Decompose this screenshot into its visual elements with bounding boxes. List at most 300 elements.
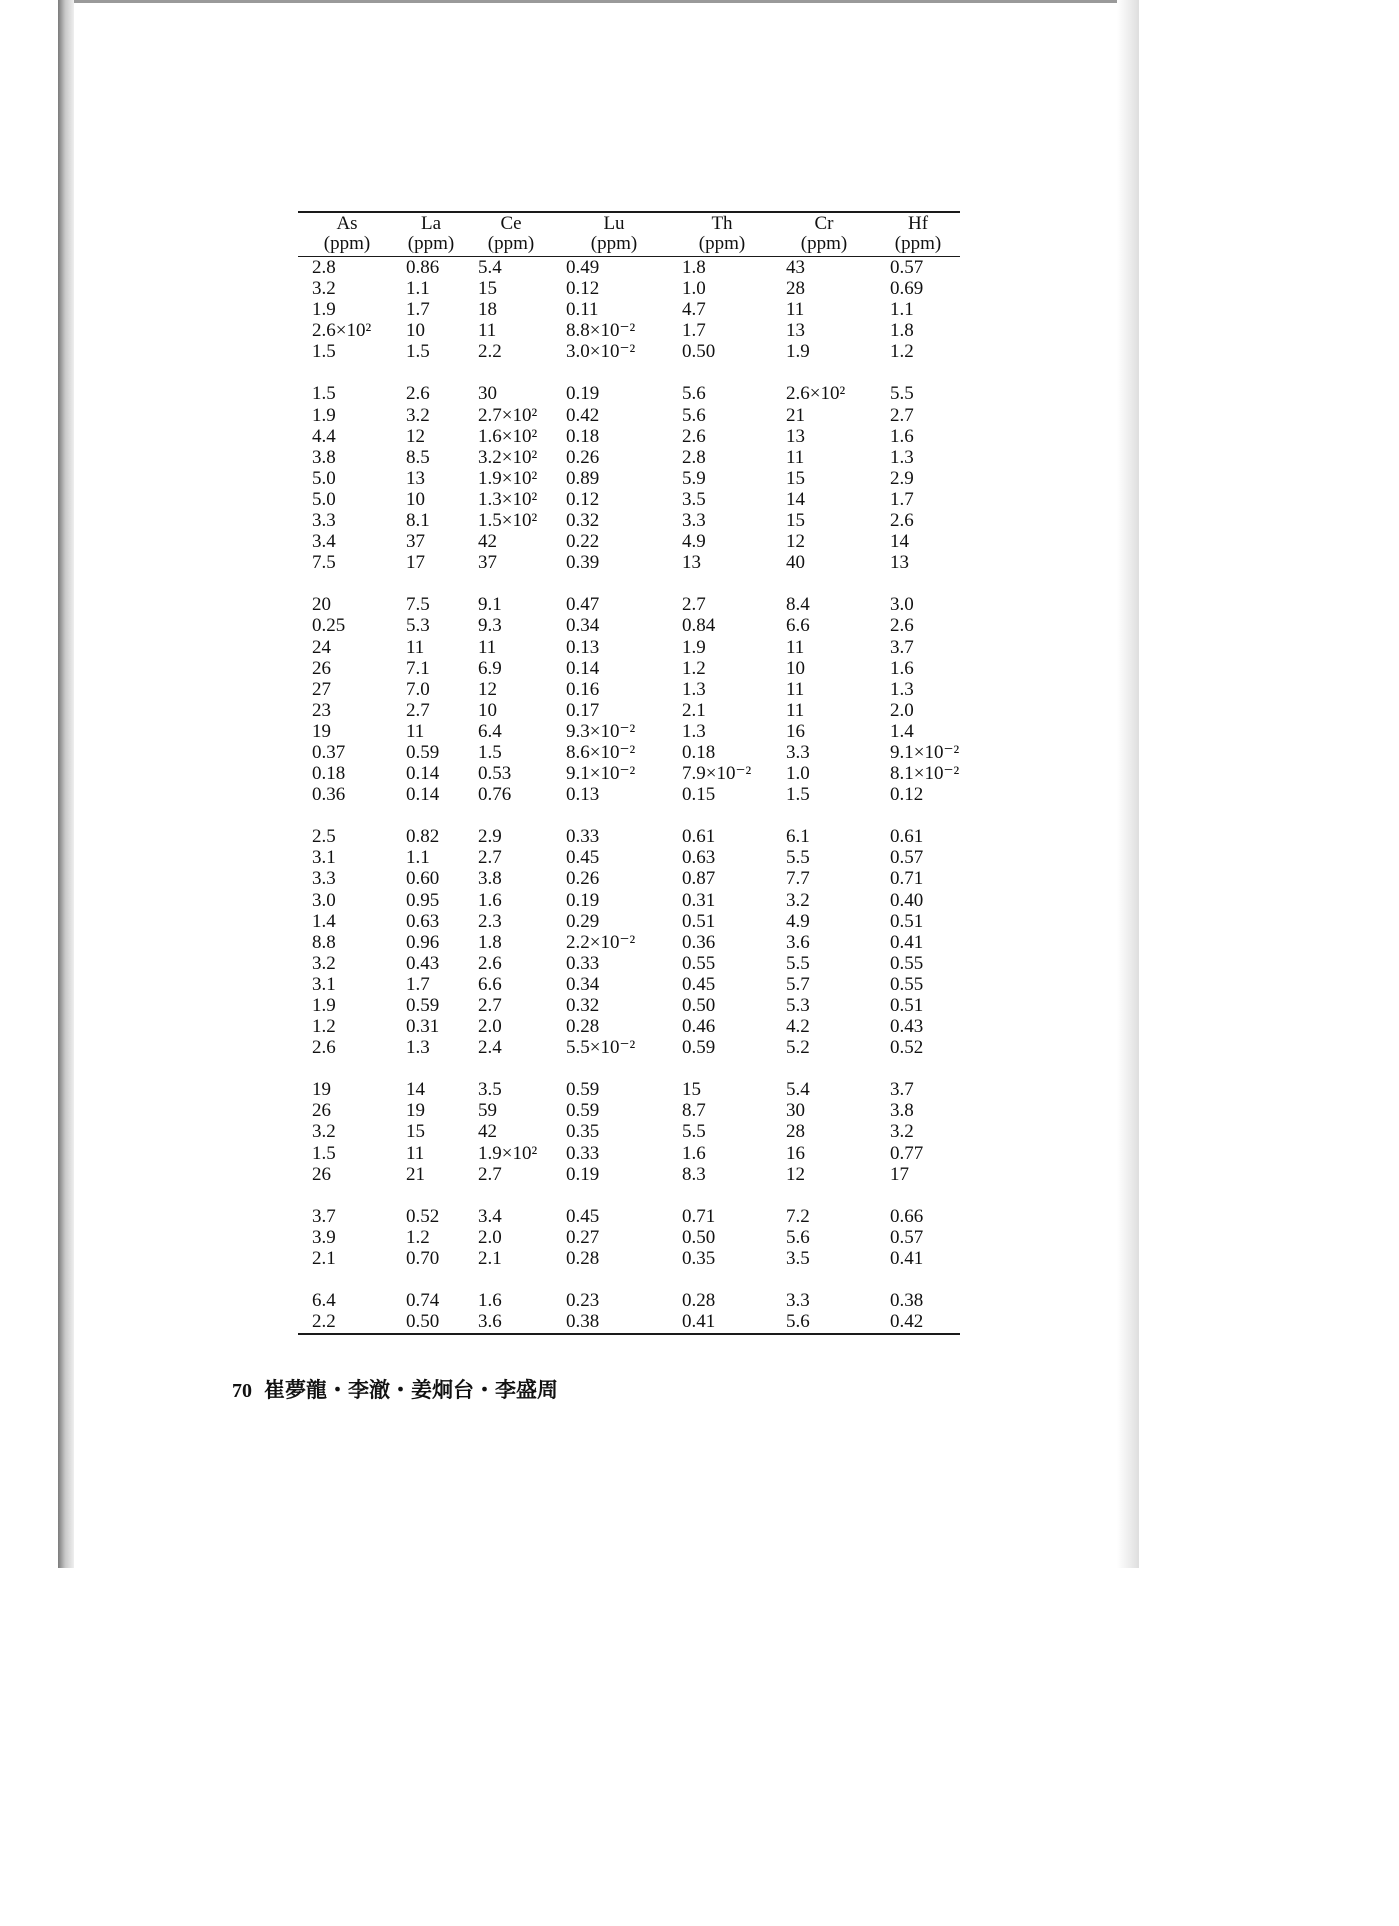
table-row [298,489,960,510]
table-row [298,510,960,531]
table-cell: 4.9 [786,910,810,932]
table-cell: 3.2 [406,404,430,426]
table-cell: 0.71 [890,868,924,890]
table-cell: 5.5 [786,847,810,869]
table-cell: 5.0 [312,467,336,489]
table-cell: 1.1 [406,847,430,869]
table-cell: 0.16 [566,678,600,700]
table-row [298,1248,960,1269]
table-cell: 10 [478,699,497,721]
table-row [298,1079,960,1100]
table-cell: 13 [786,425,805,447]
table-cell: 6.6 [786,615,810,637]
table-cell: 40 [786,552,805,574]
table-cell: 13 [890,552,909,574]
column-header-unit: (ppm) [698,233,746,254]
table-cell: 3.3 [786,1290,810,1312]
table-cell: 2.7 [890,404,914,426]
table-cell: 26 [312,1163,331,1185]
table-row [298,721,960,742]
table-cell: 4.4 [312,425,336,447]
table-cell: 1.5 [786,784,810,806]
table-cell: 7.0 [406,678,430,700]
table-cell: 0.45 [566,847,600,869]
table-cell: 2.3 [478,910,502,932]
table-row [298,1037,960,1058]
table-cell: 13 [406,467,425,489]
table-cell: 3.8 [312,446,336,468]
table-cell: 3.3 [682,510,706,532]
table-row [298,299,960,320]
table-cell: 0.96 [406,931,440,953]
table-cell: 11 [478,320,497,342]
table-cell: 15 [786,467,805,489]
table-cell: 0.59 [566,1100,600,1122]
table-cell: 1.6 [478,889,502,911]
table-row [298,974,960,995]
table-cell: 6.6 [478,973,502,995]
group-spacer [298,805,960,826]
table-cell: 23 [312,699,331,721]
table-cell: 1.5 [312,383,336,405]
table-cell: 15 [682,1079,701,1101]
table-cell: 12 [786,531,805,553]
table-cell: 3.0 [312,889,336,911]
table-cell: 5.6 [682,383,706,405]
table-cell: 1.3 [890,678,914,700]
table-cell: 8.3 [682,1163,706,1185]
table-cell: 0.50 [682,1226,716,1248]
table-cell: 1.2 [406,1226,430,1248]
column-header-name: Lu [603,213,625,234]
table-cell: 0.38 [890,1290,924,1312]
table-cell: 0.19 [566,1163,600,1185]
table-cell: 0.51 [890,995,924,1016]
table-row [298,784,960,805]
page-footer [232,1374,558,1404]
table-cell: 0.60 [406,868,440,890]
table-cell: 0.12 [566,488,600,510]
table-cell: 0.63 [406,910,440,932]
table-cell: 0.43 [406,952,440,974]
table-cell: 8.8 [312,931,336,953]
table-cell: 0.34 [566,973,600,995]
table-row [298,1016,960,1037]
table-cell: 11 [478,636,497,658]
table-cell: 2.7 [478,995,502,1016]
table-cell: 2.2 [312,1311,336,1333]
table-cell: 1.7 [682,320,706,342]
table-cell: 2.4 [478,1037,502,1059]
table-cell: 1.7 [406,973,430,995]
table-cell: 3.2 [312,1121,336,1143]
page-edge-right [1117,0,1139,1568]
table-cell: 0.59 [406,995,440,1016]
table-cell: 9.3×10⁻² [566,720,636,742]
table-bottom-rule [298,1333,960,1335]
table-cell: 5.6 [786,1311,810,1333]
table-cell: 3.5 [478,1079,502,1101]
table-cell: 1.2 [312,1016,336,1038]
table-cell: 1.9 [682,636,706,658]
table-cell: 43 [786,257,805,278]
table-cell: 0.13 [566,636,600,658]
column-header-unit: (ppm) [800,233,848,254]
table-cell: 0.57 [890,257,924,278]
table-cell: 6.9 [478,657,502,679]
table-cell: 15 [406,1121,425,1143]
table-cell: 14 [406,1079,425,1101]
table-row [298,615,960,636]
page-edge-left [58,0,74,1568]
table-cell: 2.7 [406,699,430,721]
table-cell: 11 [406,1142,425,1164]
table-row [298,447,960,468]
table-cell: 17 [406,552,425,574]
table-cell: 0.43 [890,1016,924,1038]
table-cell: 12 [786,1163,805,1185]
column-header-unit: (ppm) [407,233,455,254]
table-cell: 1.6 [890,657,914,679]
table-cell: 0.39 [566,552,600,574]
table-cell: 5.7 [786,973,810,995]
table-cell: 42 [478,531,497,553]
table-cell: 12 [406,425,425,447]
table-cell: 0.22 [566,531,600,553]
table-row [298,552,960,573]
table-cell: 3.2 [312,278,336,300]
column-header-unit: (ppm) [894,233,942,254]
table-cell: 0.71 [682,1205,716,1227]
table-row [298,742,960,763]
author-names: 崔夢龍・李澈・姜炯台・李盛周 [264,1378,558,1402]
table-row [298,468,960,489]
table-cell: 0.55 [890,973,924,995]
table-cell: 2.6 [312,1037,336,1059]
table-cell: 12 [478,678,497,700]
table-cell: 0.19 [566,889,600,911]
table-cell: 10 [406,320,425,342]
table-cell: 1.7 [890,488,914,510]
table-cell: 37 [478,552,497,574]
group-spacer [298,1269,960,1290]
table-cell: 2.6 [890,615,914,637]
table-cell: 1.8 [890,320,914,342]
table-cell: 3.3 [312,868,336,890]
column-header-name: Hf [907,213,929,234]
table-row [298,257,960,278]
table-cell: 3.1 [312,973,336,995]
table-cell: 0.52 [406,1205,440,1227]
table-cell: 1.6 [682,1142,706,1164]
table-cell: 0.63 [682,847,716,869]
table-cell: 19 [406,1100,425,1122]
table-cell: 3.2 [890,1121,914,1143]
table-cell: 1.9 [786,341,810,363]
table-body [298,257,960,1332]
table-cell: 1.3×10² [478,488,538,510]
table-header-units [298,234,960,254]
column-header-name: Th [711,213,733,234]
table-cell: 0.47 [566,594,600,616]
column-header-name: Cr [814,213,834,234]
table-cell: 1.2 [682,657,706,679]
table-cell: 0.46 [682,1016,716,1038]
table-cell: 4.9 [682,531,706,553]
table-cell: 2.6×10² [786,383,846,405]
table-cell: 3.1 [312,847,336,869]
table-cell: 11 [786,699,805,721]
table-cell: 3.9 [312,1226,336,1248]
table-cell: 1.4 [890,720,914,742]
table-cell: 2.0 [890,699,914,721]
table-cell: 1.6 [478,1290,502,1312]
table-cell: 0.66 [890,1205,924,1227]
table-cell: 0.59 [566,1079,600,1101]
table-row [298,868,960,889]
table-row [298,1227,960,1248]
table-cell: 3.0×10⁻² [566,341,636,363]
table-cell: 5.3 [406,615,430,637]
table-cell: 3.6 [786,931,810,953]
table-cell: 8.4 [786,594,810,616]
table-row [298,1121,960,1142]
table-cell: 1.5×10² [478,510,538,532]
table-row [298,890,960,911]
column-header-name: Ce [500,213,522,234]
table-cell: 1.9 [312,299,336,321]
table-cell: 9.1×10⁻² [890,741,960,763]
column-header-name: As [336,213,358,234]
table-row [298,763,960,784]
table-cell: 3.6 [478,1311,502,1333]
table-cell: 3.4 [312,531,336,553]
table-row [298,911,960,932]
table-row [298,953,960,974]
table-cell: 1.7 [406,299,430,321]
table-cell: 1.3 [890,446,914,468]
table-cell: 1.8 [478,931,502,953]
table-cell: 3.8 [890,1100,914,1122]
table-row [298,847,960,868]
table-cell: 3.0 [890,594,914,616]
table-row [298,405,960,426]
table-cell: 0.15 [682,784,716,806]
table-cell: 0.45 [682,973,716,995]
table-cell: 0.50 [406,1311,440,1333]
table-row [298,278,960,299]
column-header-unit: (ppm) [323,233,371,254]
table-cell: 6.4 [478,720,502,742]
table-cell: 0.34 [566,615,600,637]
table-cell: 59 [478,1100,497,1122]
table-cell: 0.55 [890,952,924,974]
table-cell: 0.23 [566,1290,600,1312]
table-cell: 2.7×10² [478,404,538,426]
table-row [298,679,960,700]
table-row [298,594,960,615]
table-cell: 0.33 [566,1142,600,1164]
table-cell: 5.3 [786,995,810,1016]
table-cell: 3.4 [478,1205,502,1227]
table-cell: 0.38 [566,1311,600,1333]
table-cell: 2.1 [312,1247,336,1269]
table-cell: 2.7 [682,594,706,616]
table-cell: 0.33 [566,952,600,974]
table-cell: 3.7 [312,1205,336,1227]
table-cell: 16 [786,1142,805,1164]
table-cell: 0.87 [682,868,716,890]
table-cell: 7.7 [786,868,810,890]
table-cell: 0.32 [566,995,600,1016]
table-cell: 0.41 [890,931,924,953]
table-cell: 27 [312,678,331,700]
group-spacer [298,1185,960,1206]
table-cell: 1.6×10² [478,425,538,447]
element-concentration-table [298,211,960,1335]
table-cell: 1.9×10² [478,1142,538,1164]
table-cell: 0.41 [682,1311,716,1333]
table-cell: 5.5 [786,952,810,974]
table-cell: 3.2 [786,889,810,911]
table-cell: 8.5 [406,446,430,468]
table-cell: 13 [786,320,805,342]
table-row [298,995,960,1016]
table-cell: 1.5 [312,341,336,363]
table-cell: 5.0 [312,488,336,510]
table-cell: 2.9 [478,826,502,848]
table-cell: 21 [786,404,805,426]
table-cell: 5.5×10⁻² [566,1037,636,1059]
table-cell: 11 [786,446,805,468]
table-cell: 1.4 [312,910,336,932]
table-cell: 0.74 [406,1290,440,1312]
table-row [298,320,960,341]
table-cell: 5.5 [890,383,914,405]
group-spacer [298,362,960,383]
table-cell: 0.89 [566,467,600,489]
table-cell: 8.7 [682,1100,706,1122]
table-cell: 0.32 [566,510,600,532]
table-cell: 1.5 [406,341,430,363]
table-cell: 11 [406,720,425,742]
table-cell: 2.6×10² [312,320,372,342]
table-cell: 1.1 [406,278,430,300]
table-cell: 0.42 [890,1311,924,1333]
table-cell: 11 [786,299,805,321]
table-cell: 2.0 [478,1226,502,1248]
table-cell: 7.9×10⁻² [682,763,752,785]
table-cell: 0.12 [566,278,600,300]
table-cell: 30 [786,1100,805,1122]
column-header-name: La [420,213,442,234]
table-cell: 5.5 [682,1121,706,1143]
table-row [298,531,960,552]
table-cell: 0.57 [890,1226,924,1248]
column-header-unit: (ppm) [487,233,535,254]
table-row [298,932,960,953]
table-cell: 0.41 [890,1247,924,1269]
table-cell: 3.7 [890,636,914,658]
table-cell: 0.61 [682,826,716,848]
table-cell: 21 [406,1163,425,1185]
table-cell: 5.6 [786,1226,810,1248]
table-cell: 5.6 [682,404,706,426]
table-cell: 2.5 [312,826,336,848]
table-cell: 0.11 [566,299,599,321]
table-cell: 2.1 [682,699,706,721]
table-cell: 5.9 [682,467,706,489]
table-cell: 13 [682,552,701,574]
table-cell: 0.18 [312,763,346,785]
table-row [298,658,960,679]
table-cell: 11 [786,636,805,658]
table-cell: 0.14 [406,763,440,785]
table-cell: 3.5 [682,488,706,510]
table-cell: 0.13 [566,784,600,806]
table-cell: 2.6 [890,510,914,532]
table-cell: 37 [406,531,425,553]
table-cell: 5.4 [478,257,502,278]
table-row [298,383,960,404]
table-cell: 26 [312,1100,331,1122]
table-cell: 16 [786,720,805,742]
table-cell: 9.1 [478,594,502,616]
table-cell: 2.7 [478,1163,502,1185]
table-row [298,1100,960,1121]
table-cell: 5.4 [786,1079,810,1101]
table-cell: 0.77 [890,1142,924,1164]
table-cell: 2.2 [478,341,502,363]
table-cell: 3.5 [786,1247,810,1269]
table-cell: 11 [786,678,805,700]
table-cell: 0.33 [566,826,600,848]
table-cell: 0.12 [890,784,924,806]
table-cell: 1.6 [890,425,914,447]
table-cell: 19 [312,1079,331,1101]
table-cell: 0.51 [890,910,924,932]
table-row [298,826,960,847]
table-cell: 3.3 [786,741,810,763]
table-cell: 0.31 [406,1016,440,1038]
table-cell: 3.8 [478,868,502,890]
table-cell: 1.1 [890,299,914,321]
table-cell: 0.61 [890,826,924,848]
table-cell: 10 [406,488,425,510]
table-cell: 8.1×10⁻² [890,763,960,785]
table-row [298,1311,960,1332]
table-cell: 1.5 [312,1142,336,1164]
table-cell: 8.6×10⁻² [566,741,636,763]
table-row [298,700,960,721]
table-cell: 0.69 [890,278,924,300]
table-cell: 26 [312,657,331,679]
table-cell: 1.3 [406,1037,430,1059]
table-cell: 0.37 [312,741,346,763]
table-cell: 14 [786,488,805,510]
table-cell: 0.35 [682,1247,716,1269]
table-cell: 2.2×10⁻² [566,931,636,953]
table-cell: 0.36 [312,784,346,806]
table-cell: 0.59 [406,741,440,763]
table-cell: 0.17 [566,699,600,721]
table-cell: 24 [312,636,331,658]
table-cell: 0.86 [406,257,440,278]
table-cell: 0.26 [566,446,600,468]
table-cell: 0.59 [682,1037,716,1059]
table-cell: 0.28 [566,1016,600,1038]
table-cell: 0.82 [406,826,440,848]
